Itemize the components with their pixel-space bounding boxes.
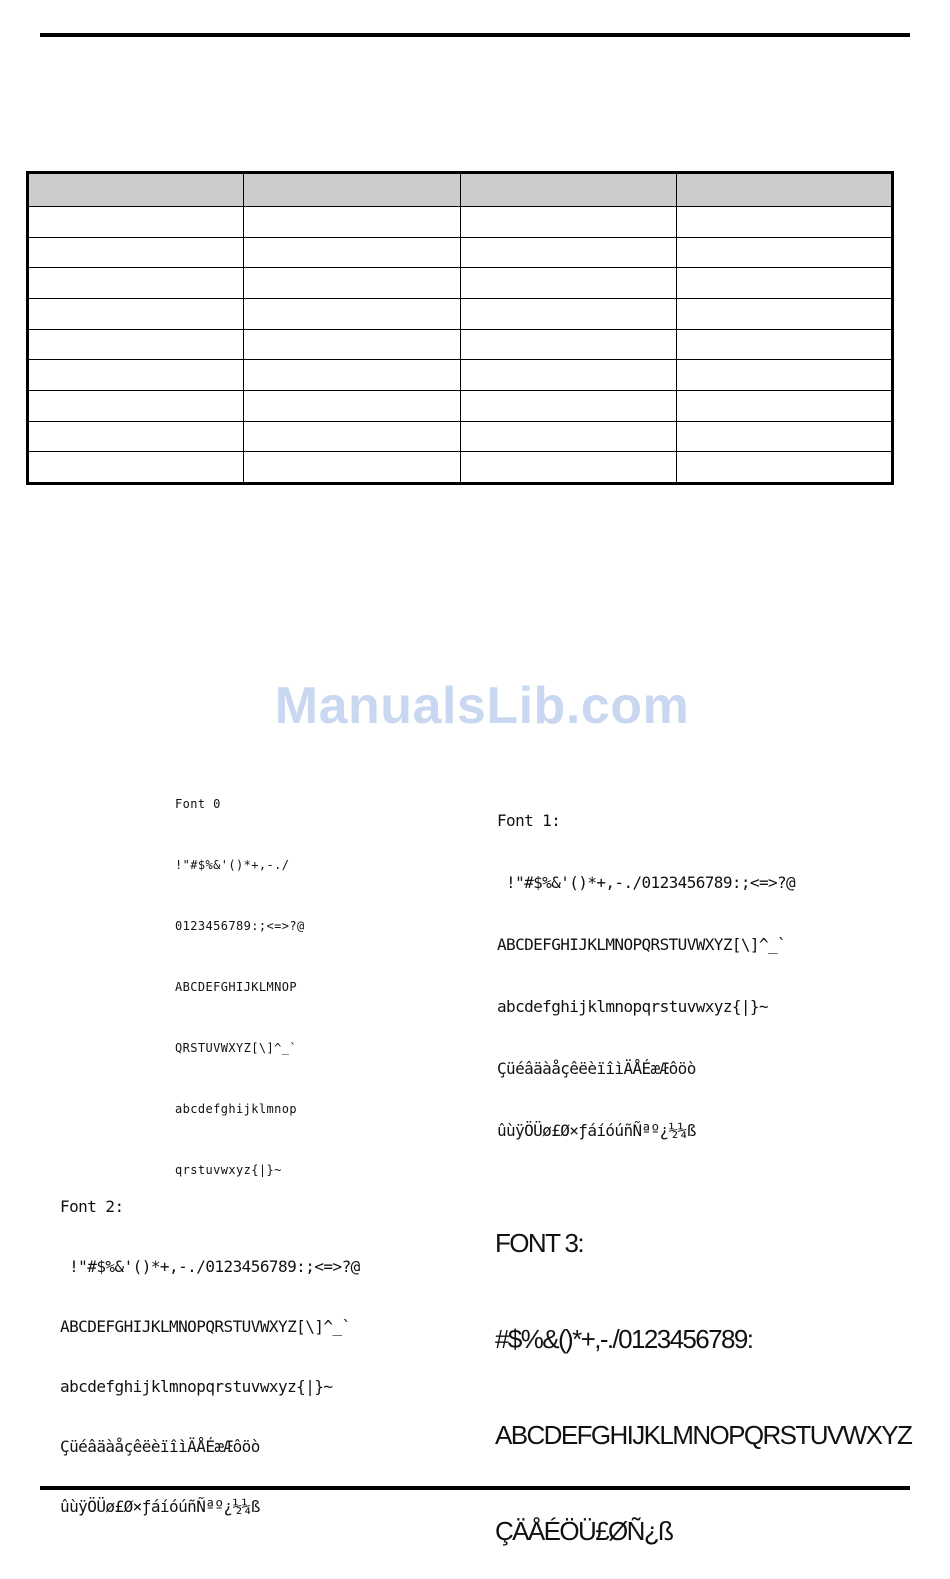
font-sample-line: ûùÿÖÜø£Ø×ƒáíóúñÑªº¿½¼ß bbox=[60, 1497, 260, 1516]
table-cell bbox=[676, 329, 892, 360]
table-cell bbox=[676, 421, 892, 452]
empty-table bbox=[26, 171, 894, 485]
table-header bbox=[28, 173, 893, 207]
font-sample-line: qrstuvwxyz{|}~ bbox=[175, 1163, 282, 1177]
font-sample-line: Font 0 bbox=[175, 797, 221, 811]
table-cell bbox=[244, 452, 460, 484]
table-cell bbox=[28, 329, 244, 360]
font-sample-line: ÇüéâäàåçêëèïîìÄÅÉæÆôöò bbox=[60, 1437, 260, 1456]
table-header-row bbox=[28, 173, 893, 207]
table-cell bbox=[244, 329, 460, 360]
table-header-cell bbox=[28, 173, 244, 207]
table-cell bbox=[28, 268, 244, 299]
font-sample-line: ABCDEFGHIJKLMNOP bbox=[175, 980, 297, 994]
font-sample-line: ÇüéâäàåçêëèïîìÄÅÉæÆôöò bbox=[497, 1059, 696, 1078]
table-row bbox=[28, 421, 893, 452]
table-row bbox=[28, 452, 893, 484]
table-cell bbox=[676, 298, 892, 329]
table-row bbox=[28, 360, 893, 391]
font-sample-line: abcdefghijklmnopqrstuvwxyz{|}~ bbox=[497, 997, 768, 1016]
table-cell bbox=[460, 360, 676, 391]
font-sample-line: Font 2: bbox=[60, 1197, 124, 1216]
font-sample-line: FONT 3: bbox=[495, 1228, 584, 1258]
font-sample-line: #$%&()*+,-./0123456789: bbox=[495, 1324, 753, 1354]
table-cell bbox=[676, 207, 892, 238]
bottom-rule bbox=[40, 1486, 910, 1490]
table-row bbox=[28, 207, 893, 238]
table-cell bbox=[28, 237, 244, 268]
table-cell bbox=[460, 329, 676, 360]
font-sample-line: ABCDEFGHIJKLMNOPQRSTUVWXYZ bbox=[495, 1420, 912, 1450]
table-cell bbox=[28, 452, 244, 484]
table-cell bbox=[676, 390, 892, 421]
font-0-sample bbox=[175, 764, 305, 1205]
table-body bbox=[28, 207, 893, 484]
watermark: ManualsLib.com bbox=[274, 677, 690, 735]
table-cell bbox=[460, 268, 676, 299]
table-cell bbox=[676, 360, 892, 391]
table-row bbox=[28, 390, 893, 421]
table-cell bbox=[676, 237, 892, 268]
table-cell bbox=[460, 452, 676, 484]
font-sample-line: !"#$%&'()*+,-./ bbox=[175, 858, 290, 872]
table-cell bbox=[460, 207, 676, 238]
font-1-sample bbox=[497, 771, 795, 1162]
font-sample-line: QRSTUVWXYZ[\]^_` bbox=[175, 1041, 297, 1055]
font-sample-line: ÇÄÅÉÖÜ£ØÑ¿ß bbox=[495, 1516, 673, 1546]
table-cell bbox=[244, 298, 460, 329]
table-cell bbox=[244, 390, 460, 421]
table-header-cell bbox=[460, 173, 676, 207]
font-2-sample bbox=[60, 1158, 360, 1537]
font-sample-line: abcdefghijklmnopqrstuvwxyz{|}~ bbox=[60, 1377, 333, 1396]
font-sample-line: ABCDEFGHIJKLMNOPQRSTUVWXYZ[\]^_` bbox=[60, 1317, 351, 1336]
table-row bbox=[28, 329, 893, 360]
table-cell bbox=[460, 237, 676, 268]
table-cell bbox=[676, 452, 892, 484]
font-sample-line: Font 1: bbox=[497, 811, 561, 830]
table-row bbox=[28, 298, 893, 329]
top-rule bbox=[40, 33, 910, 37]
font-sample-line: !"#$%&'()*+,-./0123456789:;<=>?@ bbox=[497, 873, 796, 892]
table-cell bbox=[244, 268, 460, 299]
table-cell bbox=[28, 207, 244, 238]
table-cell bbox=[28, 360, 244, 391]
table-cell bbox=[460, 298, 676, 329]
font-sample-line: abcdefghijklmnop bbox=[175, 1102, 297, 1116]
table-cell bbox=[244, 207, 460, 238]
font-sample-line: !"#$%&'()*+,-./0123456789:;<=>?@ bbox=[60, 1257, 360, 1276]
table-cell bbox=[244, 237, 460, 268]
font-sample-line: ABCDEFGHIJKLMNOPQRSTUVWXYZ[\]^_` bbox=[497, 935, 787, 954]
font-3-sample bbox=[495, 1164, 911, 1579]
table-header-cell bbox=[244, 173, 460, 207]
table-row bbox=[28, 268, 893, 299]
table-cell bbox=[28, 390, 244, 421]
table-cell bbox=[28, 421, 244, 452]
font-sample-line: 0123456789:;<=>?@ bbox=[175, 919, 305, 933]
table-cell bbox=[244, 421, 460, 452]
table-cell bbox=[460, 390, 676, 421]
table-cell bbox=[460, 421, 676, 452]
table-cell bbox=[676, 268, 892, 299]
table-row bbox=[28, 237, 893, 268]
font-sample-line: ûùÿÖÜø£Ø×ƒáíóúñÑªº¿½¼ß bbox=[497, 1121, 696, 1140]
table-cell bbox=[28, 298, 244, 329]
table-header-cell bbox=[676, 173, 892, 207]
table-cell bbox=[244, 360, 460, 391]
